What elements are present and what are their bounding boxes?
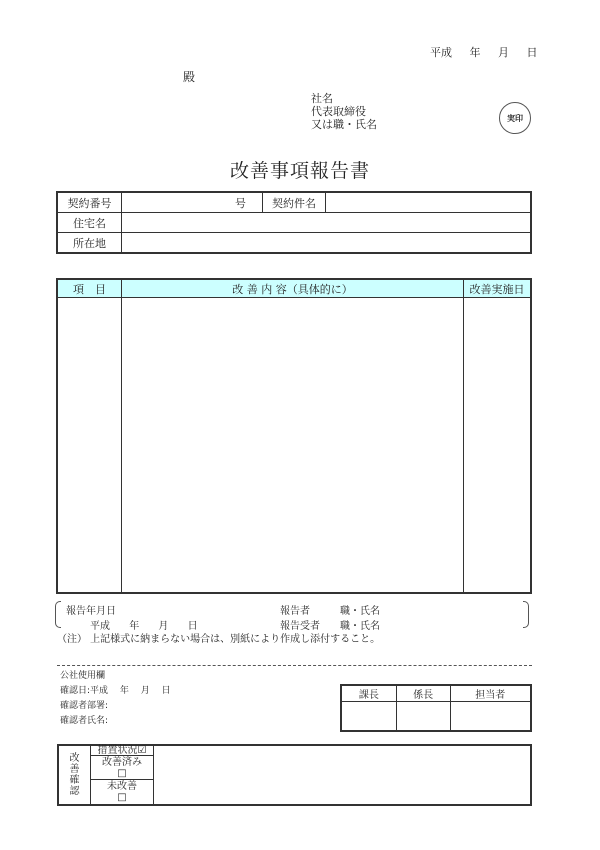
contract-name-field[interactable]: [326, 192, 532, 213]
table-row: [57, 192, 531, 213]
header-subsection-chief: 係長: [396, 685, 450, 702]
improved-option[interactable]: [91, 756, 154, 780]
sender-block: [311, 92, 377, 131]
improved-label: 改善済み: [102, 756, 142, 768]
staff-stamp[interactable]: [450, 702, 531, 732]
date-month: 月: [498, 46, 509, 59]
table-row: [57, 298, 531, 594]
note-text: （注） 上記様式に納まらない場合は、別紙により作成し添付すること。: [57, 634, 381, 645]
section-chief-stamp[interactable]: [341, 702, 396, 732]
seal-stamp: 実印: [499, 102, 531, 134]
contract-info-table: [56, 191, 532, 254]
improved-checkbox[interactable]: □: [117, 767, 127, 779]
bracket-left: [55, 601, 61, 628]
char: 認: [69, 786, 80, 797]
status-label: 措置状況☑: [91, 745, 154, 756]
subsection-chief-stamp[interactable]: [396, 702, 450, 732]
issue-date: [430, 44, 552, 60]
contract-name-label: 契約件名: [263, 192, 326, 213]
char: 改: [69, 753, 80, 764]
confirmation-notes[interactable]: [154, 745, 532, 805]
approval-table: [340, 684, 532, 732]
table-header-row: [341, 685, 531, 702]
sender-representative: 代表取締役: [311, 105, 366, 118]
confirmation-vertical-label: [58, 745, 91, 805]
reporter-label: 報告者: [280, 606, 310, 617]
header-content: 改 善 内 容（具体的に）: [122, 279, 464, 298]
report-month: 月: [158, 621, 169, 632]
contract-no-suffix: 号: [235, 196, 246, 210]
location-field[interactable]: [122, 233, 532, 254]
not-improved-label: 未改善: [107, 781, 137, 793]
date-day: 日: [526, 46, 538, 59]
date-year: 年: [469, 46, 481, 59]
table-row: [341, 702, 531, 732]
header-item: 項 目: [57, 279, 122, 298]
receiver-label: 報告受者: [280, 621, 320, 632]
sender-company: 社名: [311, 92, 333, 105]
contract-no-field[interactable]: [122, 192, 263, 213]
contract-no-label: 契約番号: [57, 192, 122, 213]
office-use-label: 公社使用欄: [60, 671, 106, 681]
table-row: [57, 233, 531, 254]
table-row: [57, 213, 531, 233]
house-name-field[interactable]: [122, 213, 532, 233]
addressee-suffix: 殿: [183, 70, 196, 84]
header-date: 改善実施日: [464, 279, 532, 298]
report-date-label: 報告年月日: [66, 606, 116, 617]
document-title: 改善事項報告書: [229, 160, 370, 182]
confirm-name: 確認者氏名:: [60, 716, 109, 726]
improvement-table: [56, 278, 532, 594]
header-staff: 担当者: [450, 685, 531, 702]
char: 善: [69, 764, 80, 775]
not-improved-checkbox[interactable]: □: [117, 792, 127, 804]
location-label: 所在地: [57, 233, 122, 254]
confirm-block: [60, 684, 171, 729]
improvement-confirmation-table: [57, 744, 532, 806]
confirm-dept: 確認者部署:: [60, 701, 109, 711]
report-year: 年: [129, 621, 140, 632]
receiver-title: 職・氏名: [340, 621, 380, 632]
item-cell[interactable]: [57, 298, 122, 594]
char: 確: [69, 775, 80, 786]
reporter-title: 職・氏名: [340, 606, 380, 617]
table-row: [58, 745, 531, 756]
not-improved-option[interactable]: [91, 780, 154, 805]
sender-title-name: 又は職・氏名: [311, 118, 377, 131]
confirm-date: 確認日:平成 年 月 日: [60, 686, 171, 696]
table-header-row: [57, 279, 531, 298]
header-section-chief: 課長: [341, 685, 396, 702]
date-era: 平成: [430, 46, 452, 59]
report-era: 平成: [90, 621, 110, 632]
bracket-right: [523, 601, 529, 628]
content-cell[interactable]: [122, 298, 464, 594]
date-cell[interactable]: [464, 298, 532, 594]
report-day: 日: [187, 621, 198, 632]
cut-line: [57, 665, 532, 666]
house-name-label: 住宅名: [57, 213, 122, 233]
